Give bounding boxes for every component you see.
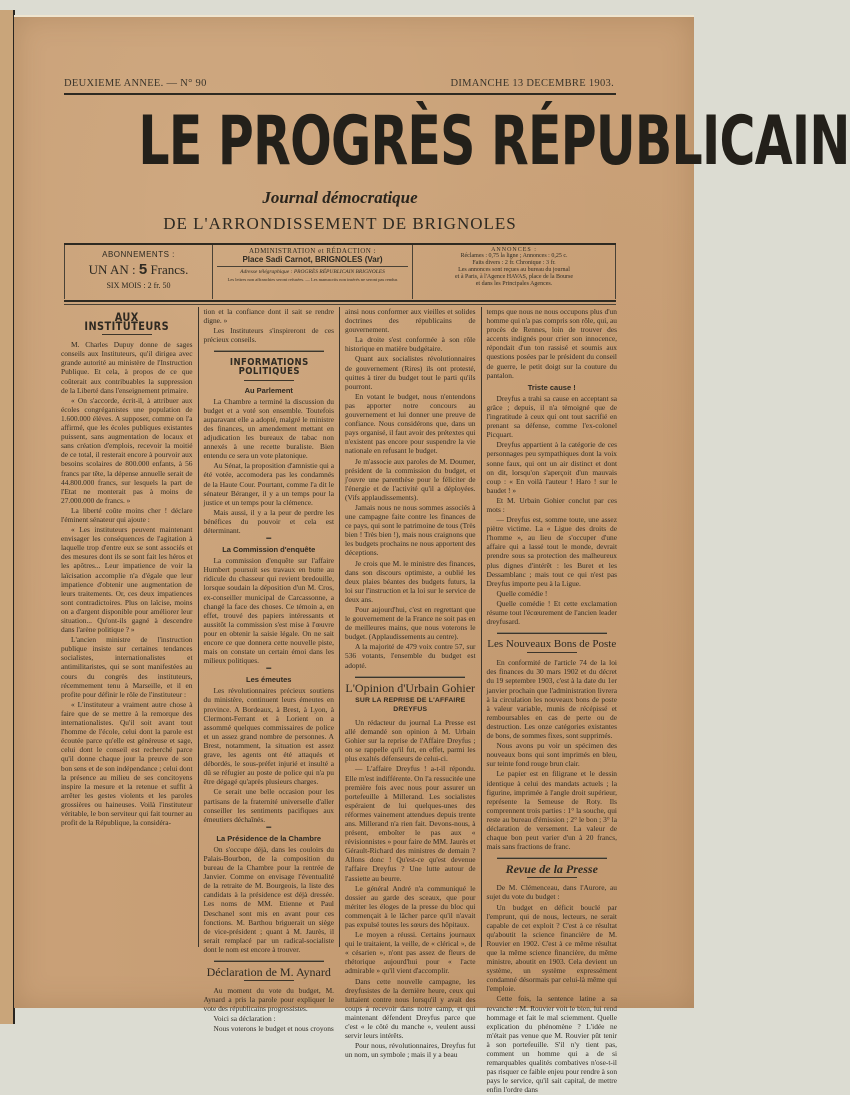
article-paragraph: Pour aujourd'hui, c'est en regrettant que le gouvernement de la France ne soit pas en de meilleures mains, que nous voterons le budget. (Applaudissements au centre).	[345, 605, 476, 642]
section-heading: Triste cause !	[527, 382, 576, 392]
masthead-subtitle: Journal démocratique	[262, 188, 418, 207]
dateline	[64, 78, 614, 89]
section-heading: La Présidence de la Chambre	[216, 833, 322, 843]
article-columns	[56, 307, 622, 1095]
article-paragraph: Au moment du vote du budget, M. Aynard a pris la parole pour expliquer le vote des républicains progressistes.	[203, 986, 334, 1014]
article-paragraph: M. Charles Dupuy donne de sages conseils aux Instituteurs, qu'il dirigea avec grande autorité au ministère de l'Instruction Publique. Et cela, à propos de ce que coûterait aux contribuables la suppression de la Liberté dans l'enseignement primaire.	[61, 340, 193, 395]
article-paragraph: Le moyen a réussi. Certains journaux qui le traitaient, la veille, de « clérical », de « césarien », n'ont pas assez de fleurs de rhétorique aujourd'hui pour « l'acte admirable » qu'il vient d'accomplir.	[345, 930, 476, 976]
infobox-rule-bottom-thin	[64, 304, 616, 305]
article-subtitle: SUR LA REPRISE DE L'AFFAIRE DREYFUS	[355, 696, 466, 713]
article-paragraph: Ce serait une belle occasion pour les partisans de la fraternité universelle d'aller conseiller les sentiments pacifiques aux émeutiers déchaînés.	[203, 787, 334, 824]
subscription-year-price: 5	[138, 261, 148, 278]
section-heading: La Commission d'enquête	[222, 545, 316, 555]
article-paragraph: Un budget en déficit bouclé par l'emprunt, qui de nous, lecteurs, ne serait capable de cet exploit ? C'est à ce résultat qu'aboutit la science financière de M. Rouvier en 1902. C'est à ce même résultat que la même science financière, du même ministre, aboutit en 1903. Cela devient un système, un système expressément condamné désormais par celui-là même qui l'emploie.	[486, 902, 617, 994]
article-paragraph: La Chambre a terminé la discussion du budget et a voté son ensemble. Toutefois auparavant elle a adopté, malgré le ministre des finances, un amendement mettant en adjudication les bureaux de tabac non annexés à une recette buraliste. Bien entendu ce sera un vote platonique.	[203, 396, 334, 461]
administration-address: Place Sadi Carnot, BRIGNOLES (Var)	[217, 255, 408, 267]
article-paragraph: — L'affaire Dreyfus ! a-t-il répondu. Elle m'est indifférente. On l'a ressucitée une première fois avec nous pour assurer un portefeuille à Millerand. Les socialistes espéraient de lui quelques-unes des réformes vainement attendues depuis trente ans. Millerand n'a rien fait. Devons-nous, à présent, emboîter le pas aux « révisionnistes » pour faire de MM. Jaurès et Gérault-Richard des ministres de demain ? Allons donc ! Qu'est-ce qu'est devenue l'affaire Dreyfus ? Une lutte autour de l'assiette au beurre.	[345, 764, 476, 883]
page-edge	[14, 15, 694, 17]
article-paragraph: De M. Clémenceau, dans l'Aurore, au sujet du vote du budget :	[486, 883, 617, 902]
article-paragraph: Les Instituteurs s'inspireront de ces précieux conseils.	[203, 326, 334, 345]
article-paragraph: Je m'associe aux paroles de M. Doumer, président de la commission du budget, et j'ouvre une parenthèse pour le féliciter de l'énergie et de l'activité qu'il a déployées. (Vifs applaudissements).	[345, 456, 476, 502]
section-heading: Au Parlement	[244, 385, 293, 395]
article-paragraph: L'ancien ministre de l'instruction publique insiste sur certaines tendances socialistes, internationalistes et antimilitaristes, qui se sont manifestées au cours du congrès des instituteurs, récemmement tenu à Marseille, et il en profite pour définir le rôle de l'instituteur :	[61, 635, 193, 699]
subscriptions-label: ABONNEMENTS :	[102, 250, 175, 259]
article-paragraph: Pour nous, révolutionnaires, Dreyfus fut un nom, un symbole ; mais il y a beau	[345, 1041, 476, 1060]
subscription-six-months: SIX MOIS : 2 fr. 50	[106, 281, 171, 290]
article-paragraph: Dreyfus a trahi sa cause en acceptant sa grâce ; depuis, il n'a témoigné que de l'ingratitude à ceux qui ont tout sacrifié en prenant sa défense, comme l'ex-colonel Picquart.	[486, 393, 617, 440]
article-title: AUX INSTITUTEURS	[84, 310, 170, 334]
issue-date: DIMANCHE 13 DECEMBRE 1903.	[450, 78, 614, 89]
column-3	[339, 307, 481, 1060]
info-box	[64, 245, 616, 299]
section-ornament: ▬	[266, 536, 272, 542]
section-separator	[497, 632, 607, 634]
section-ornament: ▬	[266, 666, 272, 672]
section-heading: Les émeutes	[246, 675, 292, 685]
article-paragraph: Jamais nous ne nous sommes associés à une campagne faite contre les finances de ce pays, qui sont le patrimoine de tous (Très bien ! Très bien !), mais nous craignons que les budgets prochains ne nous apportent des déceptions.	[345, 502, 476, 558]
subscription-year	[69, 261, 208, 278]
article-paragraph: Cette fois, la sentence latine a sa revanche : M. Rouvier voit le bien, lui rend hommage et fait le mal sciemment. Quelle explication du phénomène ? L'idée ne m'était pas venue que M. Rouvier pût tenir à son portefeuille. S'il n'y tient pas, comment un homme qui a de si remarquables qualités combatives n'ose-t-il pas risquer ce faible enjeu pour rendre à son pays le service, qu'il sait capital, de mettre enfin l'ordre dans	[486, 994, 618, 1095]
masthead-region: DE L'ARRONDISSEMENT DE BRIGNOLES	[163, 214, 517, 233]
article-paragraph: Quelle comédie !	[496, 588, 548, 598]
article-paragraph: Le papier est en filigrane et le dessin identique à celui des mandats actuels ; la figurine, imprimée à l'angle droit supérieur, représente la Semeuse de Roty. Ils comprennent trois parties : 1° la souche, qui reste au bureau d'émission ; 2° le bon ; 3° la déclaration de versement. La valeur de chaque bon peut varier d'un à 20 francs, mais sans fractions de franc.	[486, 769, 617, 852]
article-paragraph: Les révolutionnaires précieux soutiens du ministère, continuent leurs émeutes en province. A Bordeaux, à Brest, à Lyon, à Clermont-Ferrant et à Lorient on a assommé quelques commissaires de police et un assez grand nombre de personnes. A Brest, notamment, la situation est assez grave, les agents ont été attaqués et débordés, le sous-préfet injurié et insulté a dû se réfugier au poste de police qui n'a pu être dégagé qu'après plusieurs charges.	[203, 686, 334, 787]
article-paragraph: Quelle comédie ! Et cette exclamation résume tout l'écœurement de l'ancien leader dreyfusard.	[486, 598, 617, 627]
article-paragraph: Nous voterons le budget et nous croyons	[213, 1024, 334, 1034]
title-underline	[527, 652, 577, 653]
advertising-line: Faits divers : 2 fr. Chronique : 3 fr.	[472, 260, 556, 266]
article-paragraph: Au Sénat, la proposition d'amnistie qui a été votée, accomodera pas les condamnés de la Haute Cour. Pourtant, comme l'a dit le sénateur Béranger, il y a un temps pour la justice et un temps pour la clémence.	[203, 461, 334, 507]
article-paragraph: « Les instituteurs peuvent maintenant envisager les conséquences de l'agitation à laquelle trop d'entre eux se sont associés et des mesures dont ils se sont fait les héros et les apôtres... Leur impatience de voir la laïcisation accomplie n'a d'égale que leur impatience d'obtenir une augmentation de leurs traitements. Or, ces deux impatiences sont contradictoires. Plus on laïcise, moins on a d'argent disponible pour améliorer leur situation... Qu'ont-ils gagné à descendre dans l'arène politique ? »	[61, 525, 193, 635]
section-separator	[497, 857, 607, 859]
infobox-rule-bottom	[64, 300, 616, 302]
article-paragraph: « L'instituteur a vraiment autre chose à faire que de se mettre à la remorque des internationalistes. Qu'il soit avant tout l'homme de l'école, celui dont la parole est écoutée parce qu'elle est généreuse et sage, celui dont le conseil est recherché parce qu'il donne chaque jour la preuve de son bon sens et de son indépendance ; celui dont la présence au milieu de ses concitoyens inspire la mesure et la retenue et suffit à arrêter les gestes violents et les paroles grossières ou haineuses. Voilà l'instituteur véritable, le bon serviteur qui fait tourner au profit de la République, la considéra-	[61, 699, 193, 828]
advertising-line: et dans les Principales Agences.	[475, 281, 553, 287]
section-ornament: ▬	[266, 824, 272, 830]
advertising-line: Les annonces sont reçues au bureau du journal	[458, 267, 570, 273]
article-paragraph: On s'occupe déjà, dans les couloirs du Palais-Bourbon, de la composition du bureau de la Chambre pour la rentrée de Janvier. Comme on envisage l'éventualité de la retraite de M. Bourgeois, la liste des candidats à la présidence est déjà dressée. Les noms de MM. Etienne et Paul Deschanel sont mis en avant pour ces fonctions. M. Barthou briguerait un siège de vice-président ; quant à M. Jaurès, il serait remplacé par un radical-socialiste dont le nom est encore à trouver.	[203, 844, 334, 954]
binding-edge	[0, 10, 15, 1024]
column-1	[56, 307, 198, 947]
article-paragraph: « On s'accorde, écrit-il, à attribuer aux écoles congréganistes une population de 1.600.000 élèves. A supposer, comme on l'a affirmé, que les écoles publiques existantes puissent, sans augmentation de locaux et sans création d'emplois, recevoir la moitié de ce total, il resterait encore à pourvoir aux besoins scolaires de 800.000 enfants, à 56 francs par tête, la dépense annuelle serait de 44.800.000 francs, sur lesquels la part de l'Etat ne monterait pas à moins de 27.000.000 de francs. »	[61, 395, 193, 505]
article-paragraph: Dreyfus appartient à la catégorie de ces personnages peu sympathiques dont la voix sonne faux, qui ont un air distinct et dont on dit, lorsqu'on s'aperçoit d'un mauvais coup : « En voilà l'auteur ! Haro ! sur le baudet ! »	[486, 440, 617, 495]
article-paragraph: — Dreyfus est, somme toute, une assez piètre victime. La « Ligue des droits de l'homme », au lieu de s'occuper d'une affaire qui a lassé tout le monde, devrait prendre sous sa protection des malheureux plus dignes d'intérêt : les Buret et les Dessamblanc ; mais tout ce qui n'est pas Dreyfus importe peu à la Ligue.	[486, 515, 617, 588]
advertising-line: et à Paris, à l'Agence HAVAS, place de la Bourse	[455, 274, 573, 280]
article-paragraph: Je crois que M. le ministre des finances, dans son discours optimiste, a oublié les deux plaies béantes des budgets futurs, la loi sur l'instruction et la loi sur le service de deux ans.	[345, 558, 476, 604]
article-title: Les Nouveaux Bons de Poste	[487, 638, 617, 651]
section-separator	[355, 676, 465, 678]
administration-heading: ADMINISTRATION et RÉDACTION :	[248, 247, 377, 255]
column-4	[481, 307, 623, 1095]
article-paragraph: La commission d'enquête sur l'affaire Humbert poursuit ses travaux en butte au ridicule du chasseur qui revient bredouille, lorsque soudain la déposition d'un M. Cros, ex-conseiller municipal de Carcassonne, a changé la face des choses. Ce témoin a, en effet, trouvé des papiers intéressants et aussitôt la commission s'est mise à l'œuvre pour en obtenir la saisie légale. On ne sait encore ce que donnera cette nouvelle piste, mais on constate un certain émoi dans les milieux politiques.	[203, 556, 334, 666]
telegraph-address: Adresse télégraphique : PROGRÈS RÉPUBLICAIN BRIGNOLES	[240, 269, 385, 275]
article-paragraph: La liberté coûte moins cher ! déclare l'éminent sénateur qui ajoute :	[61, 505, 193, 524]
subscription-year-currency: Francs.	[150, 262, 189, 277]
article-paragraph: Un rédacteur du journal La Presse est allé demandé son opinion à M. Urbain Gohier sur la reprise de l'Affaire Dreyfus ; on se rappelle qu'il fut, en effet, parmi les plus exaltés défenseurs de celui-ci.	[345, 717, 476, 764]
edition-number: DEUXIEME ANNEE. — N° 90	[64, 78, 207, 89]
article-paragraph: Mais aussi, il y a la peur de perdre les bénéfices du pouvoir et cela est déterminant.	[203, 507, 334, 535]
article-paragraph: Dans cette nouvelle campagne, les dreyfusistes de la dernière heure, ceux qui luttaient contre nous lorsqu'il y avait des coups à recevoir dans notre camp, et qui maintenant défendent Dreyfus parce que c'est « le côté du manche », veulent aussi servir leurs intérêts.	[345, 976, 476, 1041]
article-paragraph: Le général André n'a communiqué le dossier au garde des sceaux, que pour mériter les éloges de la presse du bloc qui commençait à le lâcher parce qu'il n'avait pas expulsé toutes les sœurs des hôpitaux.	[345, 883, 476, 929]
article-paragraph: En conformité de l'article 74 de la loi des finances du 30 mars 1902 et du décret du 19 septembre 1903, c'est à la date du 1er janvier prochain que l'administration livrera à la circulation les nouveaux bons de poste à valeur variable, munis de récépissé et remboursables en cas de perte ou de destruction. Les onze catégories existantes de bons, de sommes fixes, sont supprimés.	[486, 658, 617, 741]
title-underline	[102, 334, 152, 335]
column-2	[198, 307, 340, 1034]
article-paragraph: Et M. Urbain Gohier conclut par ces mots :	[486, 495, 617, 514]
subscriptions-cell	[65, 245, 213, 299]
article-title: Revue de la Presse	[505, 862, 598, 877]
title-underline	[244, 380, 294, 381]
subscription-year-label: UN AN :	[88, 262, 136, 277]
advertising-heading: ANNONCES :	[491, 247, 537, 253]
article-title: Déclaration de M. Aynard	[206, 965, 331, 979]
title-underline	[527, 877, 577, 878]
article-paragraph: Quant aux socialistes révolutionnaires de gouvernement (Rires) ils ont protesté, quittes à tirer du budget tout le parti qu'ils pourront.	[345, 354, 476, 391]
masthead-title: LE PROGRÈS RÉPUBLICAIN	[138, 102, 850, 181]
section-separator	[214, 960, 324, 962]
article-paragraph: La droite s'est conformée à son rôle historique en matière budgétaire.	[345, 335, 476, 354]
title-underline	[244, 980, 294, 981]
administration-note: Les lettres non affranchies seront refusées. — Les manuscrits non insérés ne seront pas rendus	[227, 277, 398, 282]
administration-cell	[213, 245, 413, 299]
advertising-line: Réclames : 0,75 la ligne ; Annonces : 0,25 c.	[460, 253, 568, 259]
article-paragraph: En votant le budget, nous n'entendons pas apporter notre concours au gouvernement et lui donner une preuve de confiance. Nous considérons que, dans un pays organisé, il faut avoir des prétextes qui n'existent pas encore pour suspendre la vie nationale en refusant le budget.	[345, 391, 476, 456]
article-title: INFORMATIONS POLITIQUES	[229, 357, 309, 378]
advertising-cell	[413, 245, 615, 299]
article-paragraph: Voici sa déclaration :	[213, 1014, 276, 1024]
article-paragraph: tion et la confiance dont il sait se rendre digne. »	[203, 307, 334, 326]
article-paragraph: A la majorité de 479 voix contre 57, sur 536 votants, l'ensemble du budget est adopté.	[345, 642, 476, 670]
article-paragraph: Nous avons pu voir un spécimen des nouveaux bons qui sont imprimés en bleu, sur teinte fond rouge brun clair.	[486, 741, 617, 769]
article-title: L'Opinion d'Urbain Gohier	[345, 680, 476, 695]
article-paragraph: ainsi nous conformer aux vieilles et solides doctrines des républicains de gouvernement.	[345, 307, 476, 335]
header-rule-top	[64, 93, 616, 95]
section-separator	[214, 350, 324, 352]
article-paragraph: temps que nous ne nous occupons plus d'un homme qui n'a pas compris son rôle, qui, au procès de Rennes, loin de trouver des accents indignés pour crier son innocence, répondait d'un ton rassisé et soumis aux questions posées par le président du conseil de guerre, le petit doigt sur la couture du pantalon.	[486, 307, 617, 380]
